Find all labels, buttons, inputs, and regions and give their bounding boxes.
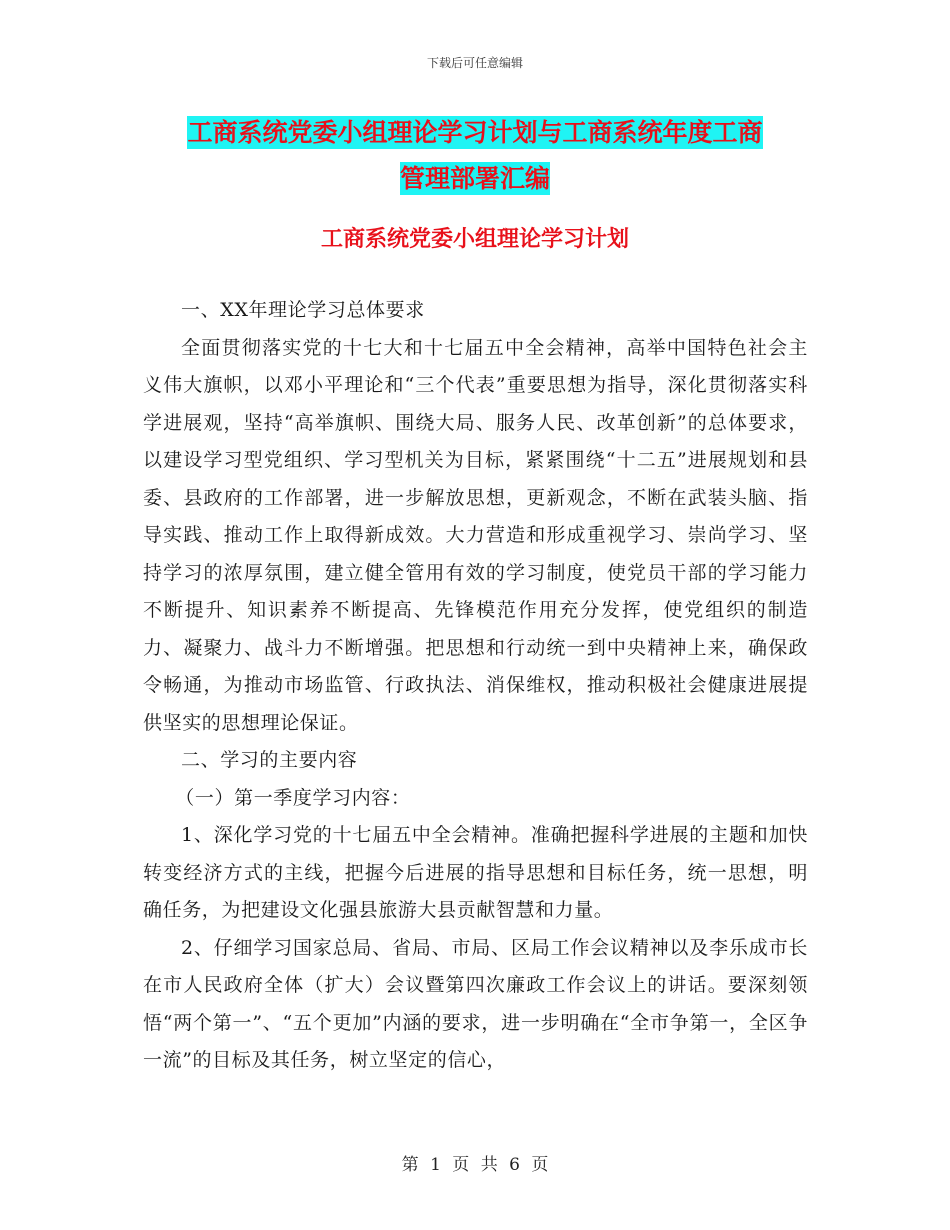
page-footer: 第 1 页 共 6 页 [401,1155,549,1175]
section-title: 工商系统党委小组理论学习计划 [320,226,629,252]
document-title-line-2: 管理部署汇编 [399,164,550,193]
heading-first-quarter: （一）第一季度学习内容： [175,786,411,809]
heading-general-requirements: 一、XX年理论学习总体要求 [181,299,425,321]
document-title-line-1: 工商系统党委小组理论学习计划与工商系统年度工商 [187,118,763,147]
document-title [140,110,810,202]
paragraph-item-1: 1、深化学习党的十七届五中全会精神。准确把握科学进展的主题和加快转变经济方式的主线，把握今后进展的指导思想和目标任务，统一思想，明确任务，为把建设文化强县旅游大县贡献智慧和力量。 [143,824,808,921]
paragraph-general-requirements: 全面贯彻落实党的十七大和十七届五中全会精神，高举中国特色社会主义伟大旗帜，以邓小平理论和“三个代表”重要思想为指导，深化贯彻落实科学进展观，坚持“高举旗帜、围绕大局、服务人民、改革创新”的总体要求，以建设学习型党组织、学习型机关为目标，紧紧围绕“十二五”进展规划和县委、县政府的工作部署，进一步解放思想，更新观念，不断在武装头脑、指导实践、推动工作上取得新成效。大力营造和形成重视学习、崇尚学习、坚持学习的浓厚氛围，建立健全管用有效的学习制度，使党员干部的学习能力不断提升、知识素养不断提高、先锋模范作用充分发挥，使党组织的制造力、凝聚力、战斗力不断增强。把思想和行动统一到中央精神上来，确保政令畅通，为推动市场监管、行政执法、消保维权，推动积极社会健康进展提供坚实的思想理论保证。 [143,336,808,734]
heading-main-content: 二、学习的主要内容 [181,749,358,771]
document-body [143,292,808,1080]
header-note: 下载后可任意编辑 [426,56,523,70]
paragraph-item-2: 2、仔细学习国家总局、省局、市局、区局工作会议精神以及李乐成市长在市人民政府全体（扩大）会议暨第四次廉政工作会议上的讲话。要深刻领悟“两个第一”、“五个更加”内涵的要求，进一步明确在“全市争第一，全区争一流”的目标及其任务，树立坚定的信心， [143,936,808,1071]
